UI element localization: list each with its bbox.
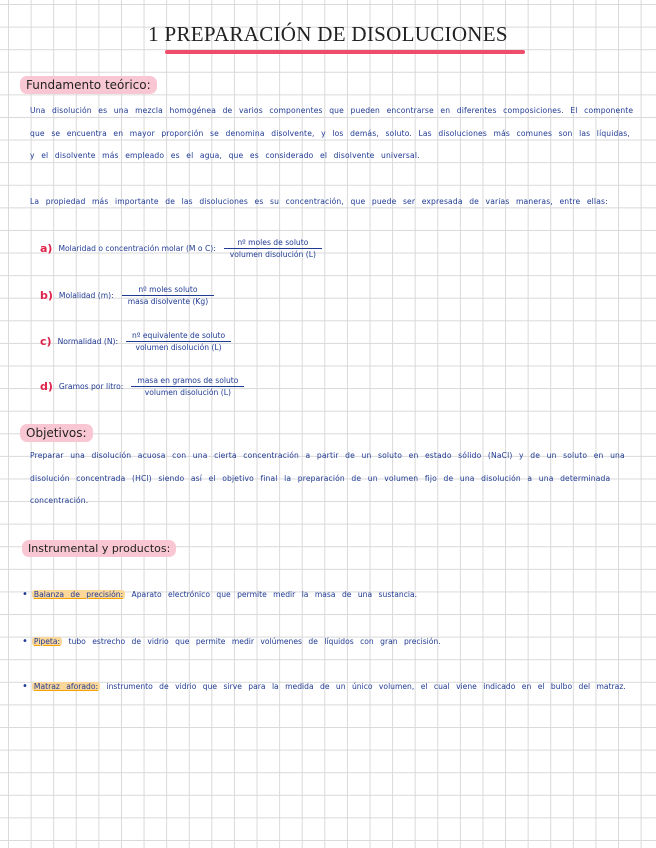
bullet-icon: • — [22, 589, 28, 600]
formula-fraction — [131, 376, 244, 397]
list-item — [22, 631, 637, 654]
section-heading-fundamento: Fundamento teórico: — [20, 76, 157, 94]
item-term: Pipeta: — [33, 637, 61, 646]
fraction-denominator: masa disolvente (Kg) — [127, 297, 209, 306]
formula-label: Molalidad (m): — [58, 291, 114, 300]
list-item — [22, 584, 637, 607]
page-title: 1 PREPARACIÓN DE DISOLUCIONES — [148, 22, 508, 46]
fraction-denominator: volumen disolución (L) — [229, 250, 316, 259]
bullet-icon: • — [22, 636, 28, 647]
bullet-icon: • — [22, 681, 28, 692]
list-item — [22, 676, 637, 699]
fraction-numerator: nº moles de soluto — [237, 238, 309, 247]
formula-label: Gramos por litro: — [58, 382, 124, 391]
item-description: Aparato electrónico que permite medir la masa de una sustancia. — [131, 590, 418, 599]
formula-fraction — [122, 285, 214, 306]
fraction-denominator: volumen disolución (L) — [144, 388, 231, 397]
item-description: instrumento de vidrio que sirve para la medida de un único volumen, el cual viene indicado en el bulbo del matraz. — [106, 682, 626, 691]
formula-label: Normalidad (N): — [57, 337, 119, 346]
formula-fraction — [224, 238, 322, 259]
formula-letter: a) — [40, 242, 53, 255]
section-heading-instrumental: Instrumental y productos: — [22, 540, 176, 557]
item-description: tubo estrecho de vidrio que permite medir volúmenes de líquidos con gran precisión. — [68, 637, 441, 646]
fundamento-paragraph-1: Una disolución es una mezcla homogénea de varios componentes que pueden encontrarse en diferentes composiciones. El componente que se encuentra en mayor proporción se denomina disolvente, y los demás, soluto. Las disoluciones más comunes son las líquidas, y el disolvente más empleado es el agua, que es considerado el disolvente universal. — [30, 106, 634, 161]
item-term: Matraz aforado: — [33, 682, 99, 691]
fraction-numerator: masa en gramos de soluto — [137, 376, 239, 385]
section-heading-objetivos: Objetivos: — [20, 424, 93, 442]
item-term: Balanza de precisión: — [33, 590, 124, 599]
fraction-denominator: volumen disolución (L) — [135, 343, 222, 352]
formula-fraction — [126, 331, 231, 352]
formula-letter: d) — [40, 380, 53, 393]
fraction-numerator: nº equivalente de soluto — [132, 331, 226, 340]
formula-letter: b) — [40, 289, 53, 302]
formula-normalidad — [40, 331, 231, 352]
fraction-numerator: nº moles soluto — [138, 285, 198, 294]
formula-molalidad — [40, 285, 214, 306]
fundamento-paragraph-2: La propiedad más importante de las disoluciones es su concentración, que puede ser expresada de varias maneras, entre ellas: — [30, 197, 608, 206]
objetivos-paragraph: Preparar una disolución acuosa con una cierta concentración a partir de un soluto en estado sólido (NaCl) y de un soluto en una disolución concentrada (HCl) siendo así el objetivo final la preparación de un volumen fijo de una disolución a una determinada concentración. — [30, 451, 625, 506]
title-underline — [165, 50, 525, 54]
formula-letter: c) — [40, 335, 52, 348]
formula-molaridad — [40, 238, 322, 259]
formula-gramos-litro — [40, 376, 244, 397]
formula-label: Molaridad o concentración molar (M o C): — [58, 244, 216, 253]
